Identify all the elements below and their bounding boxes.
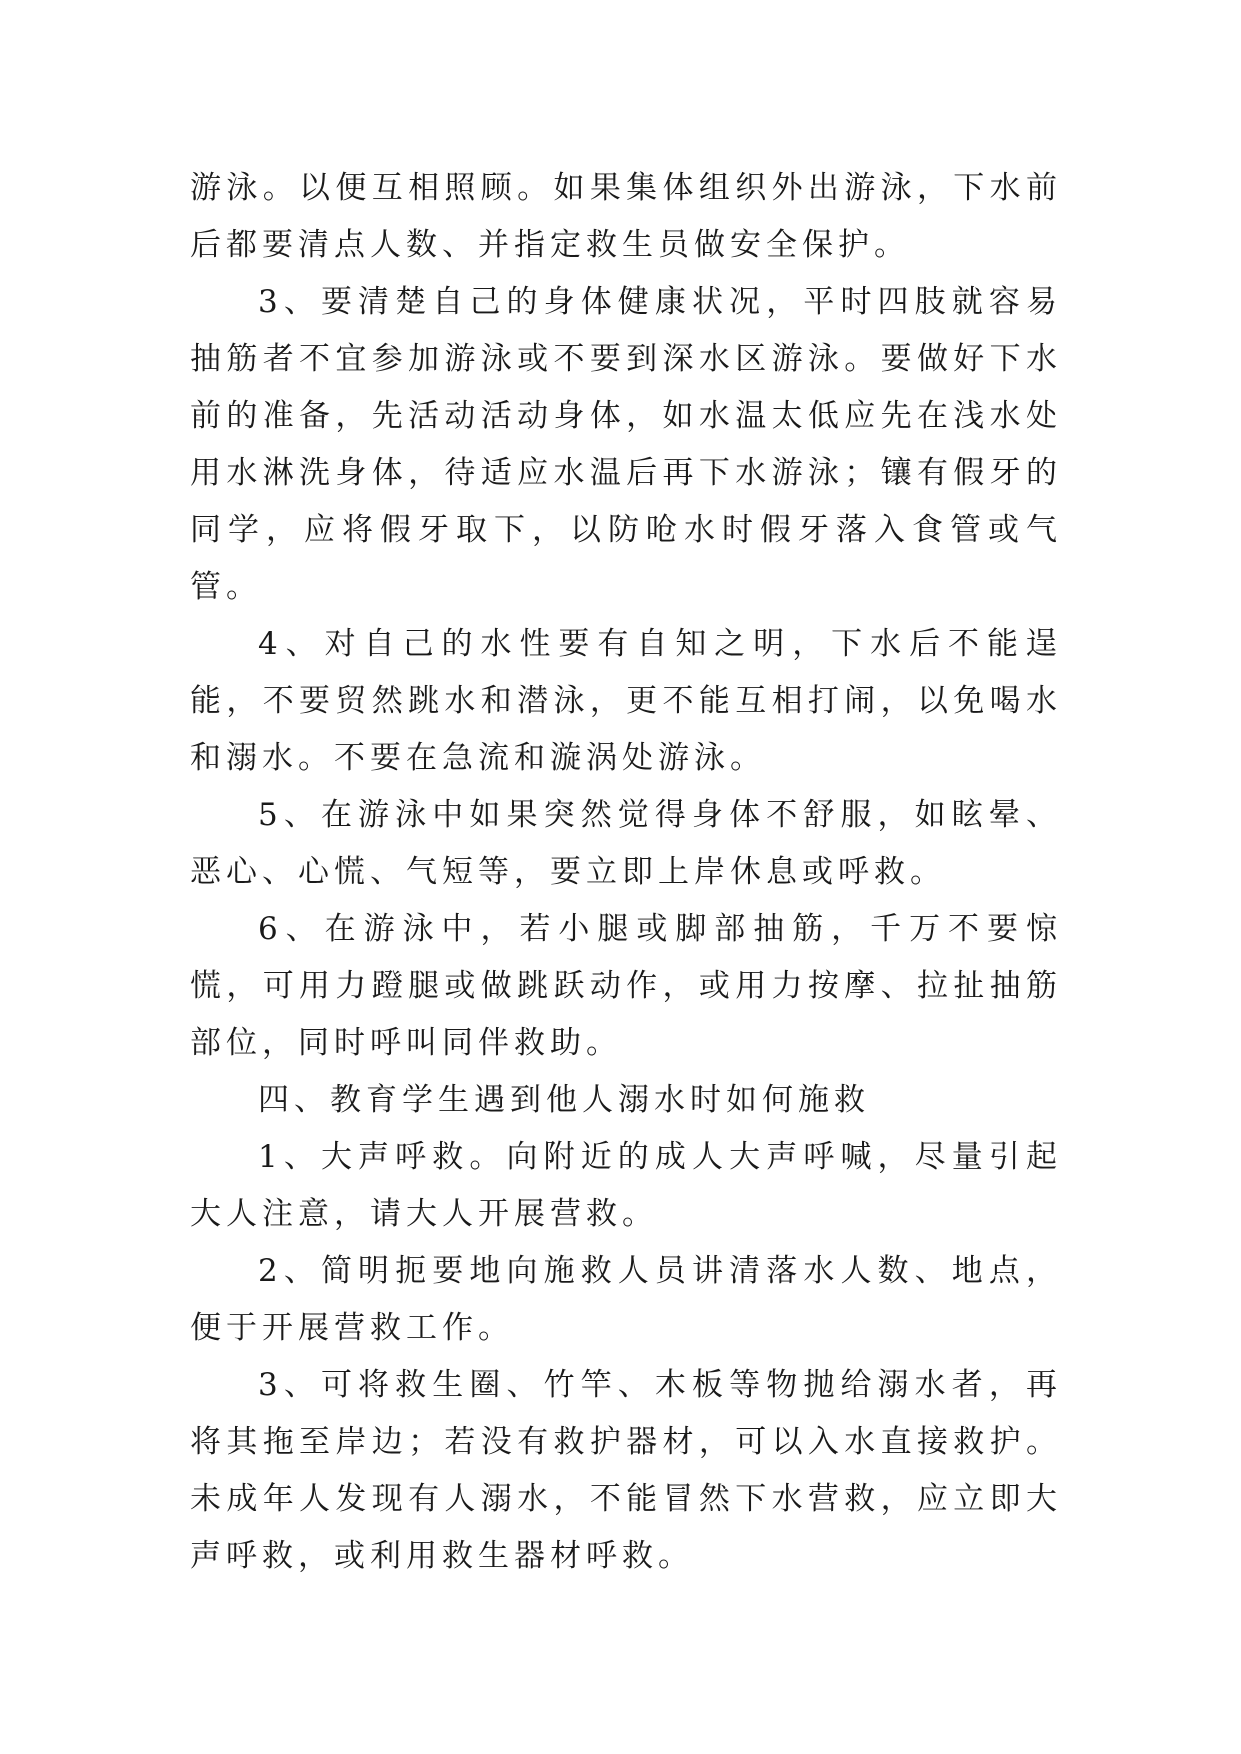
paragraph-item-5: 5、在游泳中如果突然觉得身体不舒服，如眩晕、恶心、心慌、气短等，要立即上岸休息或呼救。 bbox=[190, 797, 1062, 890]
section-heading-4: 四、教育学生遇到他人溺水时如何施救 bbox=[258, 1082, 870, 1118]
document-body bbox=[190, 160, 1062, 1585]
paragraph-item-4: 4、对自己的水性要有自知之明，下水后不能逞能，不要贸然跳水和潜泳，更不能互相打闹，以免喝水和溺水。不要在急流和漩涡处游泳。 bbox=[190, 626, 1062, 776]
rescue-item-3: 3、可将救生圈、竹竿、木板等物抛给溺水者，再将其拖至岸边；若没有救护器材，可以入水直接救护。未成年人发现有人溺水，不能冒然下水营救，应立即大声呼救，或利用救生器材呼救。 bbox=[190, 1367, 1062, 1574]
paragraph-continuation: 游泳。以便互相照顾。如果集体组织外出游泳，下水前后都要清点人数、并指定救生员做安全保护。 bbox=[190, 170, 1062, 263]
rescue-item-2: 2、简明扼要地向施救人员讲清落水人数、地点，便于开展营救工作。 bbox=[190, 1253, 1062, 1346]
paragraph-item-6: 6、在游泳中，若小腿或脚部抽筋，千万不要惊慌，可用力蹬腿或做跳跃动作，或用力按摩、拉扯抽筋部位，同时呼叫同伴救助。 bbox=[190, 911, 1062, 1061]
rescue-item-1: 1、大声呼救。向附近的成人大声呼喊，尽量引起大人注意，请大人开展营救。 bbox=[190, 1139, 1062, 1232]
paragraph-item-3: 3、要清楚自己的身体健康状况，平时四肢就容易抽筋者不宜参加游泳或不要到深水区游泳。要做好下水前的准备，先活动活动身体，如水温太低应先在浅水处用水淋洗身体，待适应水温后再下水游泳；镶有假牙的同学，应将假牙取下，以防呛水时假牙落入食管或气管。 bbox=[190, 284, 1062, 605]
